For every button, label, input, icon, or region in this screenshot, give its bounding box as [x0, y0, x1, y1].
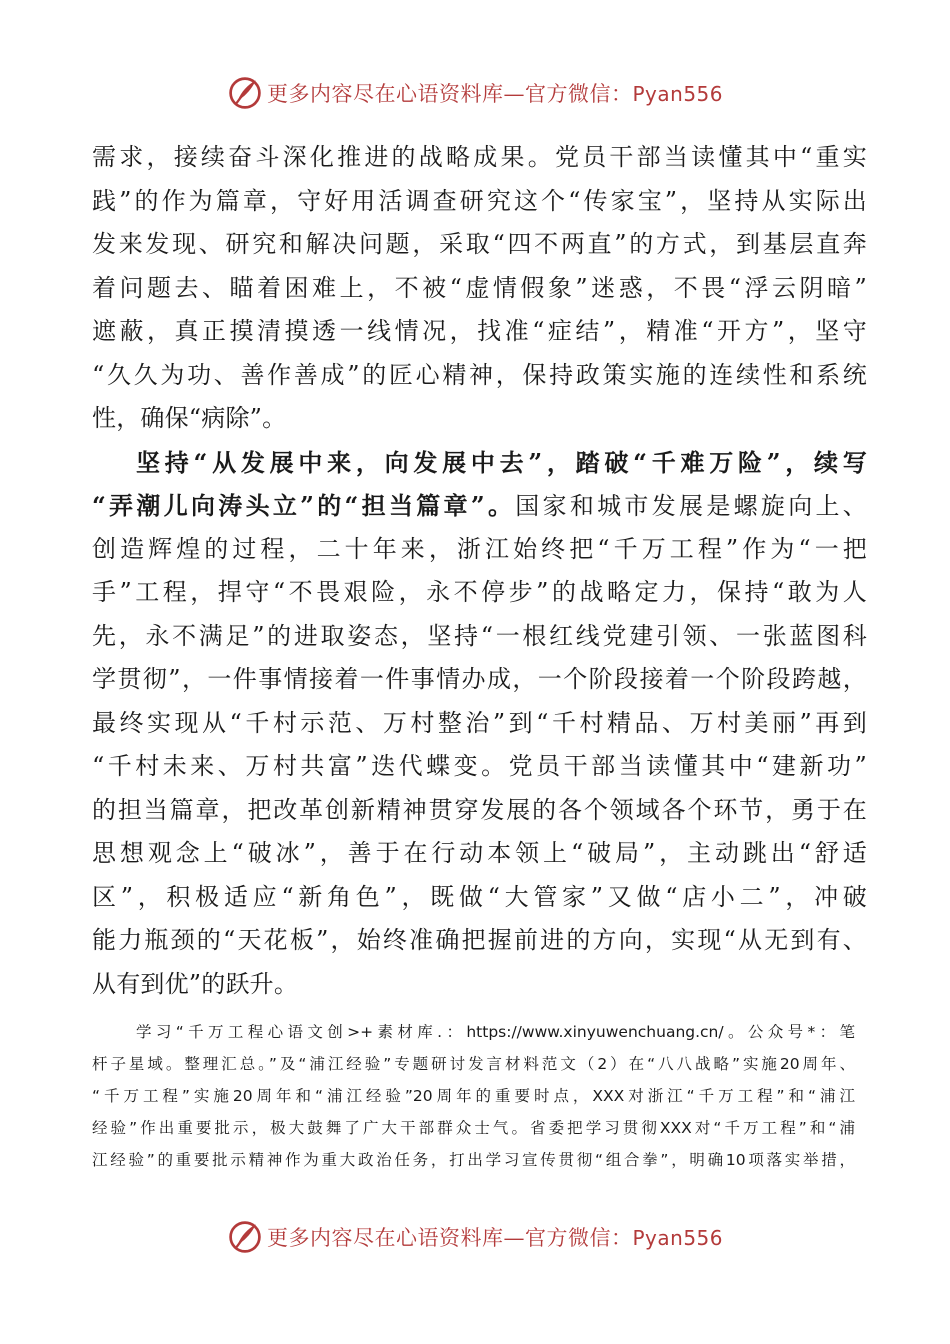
p2-line: 最终实现从“千村示范、万村整治”到“千村精品、万村美丽”再到	[92, 708, 867, 737]
p2-heading-line-2	[92, 484, 867, 528]
header-wechat-id: Pyan556	[632, 82, 723, 106]
header-banner-text: 更多内容尽在心语资料库—官方微信：Pyan556	[266, 82, 723, 106]
p2-line: 学贯彻”，一件事情接着一件事情办成，一个阶段接着一个阶段跨越，	[92, 665, 867, 693]
note-line: “千万工程”实施20周年和“浦江经验”20周年的重要时点，XXX对浙江“千万工程”和“浦江	[92, 1087, 855, 1105]
document-body	[92, 136, 867, 1006]
p2-line: 先，永不满足”的进取姿态，坚持“一根红线党建引领、一张蓝图科	[92, 621, 867, 650]
quill-logo-icon	[227, 1219, 263, 1255]
p2-line: 思想观念上“破冰”，善于在行动本领上“破局”，主动跳出“舒适	[92, 839, 867, 867]
p2-line: “千村未来、万村共富”迭代蝶变。党员干部当读懂其中“建新功”	[92, 752, 867, 780]
footer-banner-text: 更多内容尽在心语资料库—官方微信：Pyan556	[266, 1226, 723, 1250]
footer-banner	[0, 1212, 950, 1262]
note-line: 经验”作出重要批示，极大鼓舞了广大干部群众士气。省委把学习贯彻XXX对“千万工程”和“浦	[92, 1119, 855, 1137]
p2-heading-line: 坚持“从发展中来，向发展中去”，踏破“千难万险”，续写	[136, 447, 867, 477]
note-line: 学习“千万工程心语文创>+素材库.：https://www.xinyuwenchuang.cn/。公众号*：笔	[136, 1023, 855, 1041]
quill-logo-icon	[227, 75, 263, 111]
p2-line: 区”，积极适应“新角色”，既做“大管家”又做“店小二”，冲破	[92, 882, 867, 911]
note-line: 杆子星域。整理汇总。”及“浦江经验”专题研讨发言材料范文（2）在“八八战略”实施20周年、	[92, 1055, 855, 1073]
p2-heading-rest: 国家和城市发展是螺旋向上、	[515, 492, 867, 520]
p2-line: 能力瓶颈的“天花板”，始终准确把握前进的方向，实现“从无到有、	[92, 926, 867, 954]
header-banner	[0, 68, 950, 118]
p1-line: 遮蔽，真正摸清摸透一线情况，找准“症结”，精准“开方”，坚守	[92, 317, 867, 345]
note-line: 江经验”的重要批示精神作为重大政治任务，打出学习宣传贯彻“组合拳”，明确10项落实举措，	[92, 1151, 855, 1169]
p2-heading-bold: “弄潮儿向涛头立”的“担当篇章”。	[92, 491, 516, 520]
p2-line: 的担当篇章，把改革创新精神贯穿发展的各个领域各个环节，勇于在	[92, 795, 867, 824]
footer-wechat-id: Pyan556	[632, 1226, 723, 1250]
p2-line: 手”工程，捍守“不畏艰险，永不停步”的战略定力，保持“敢为人	[92, 578, 867, 606]
p2-line: 创造辉煌的过程，二十年来，浙江始终把“千万工程”作为“一把	[92, 534, 867, 563]
p1-line: 性，确保“病除”。	[92, 404, 287, 432]
p1-line: “久久为功、善作善成”的匠心精神，保持政策实施的连续性和系统	[92, 360, 867, 389]
source-note	[92, 1016, 855, 1176]
p1-line: 着问题去、瞄着困难上，不被“虚情假象”迷惑，不畏“浮云阴暗”	[92, 273, 867, 302]
p1-line: 发来发现、研究和解决问题，采取“四不两直”的方式，到基层直奔	[92, 230, 867, 258]
p1-line: 需求，接续奋斗深化推进的战略成果。党员干部当读懂其中“重实	[92, 143, 867, 171]
p2-line: 从有到优”的跃升。	[92, 969, 299, 998]
p1-line: 践”的作为篇章，守好用活调查研究这个“传家宝”，坚持从实际出	[92, 186, 867, 215]
